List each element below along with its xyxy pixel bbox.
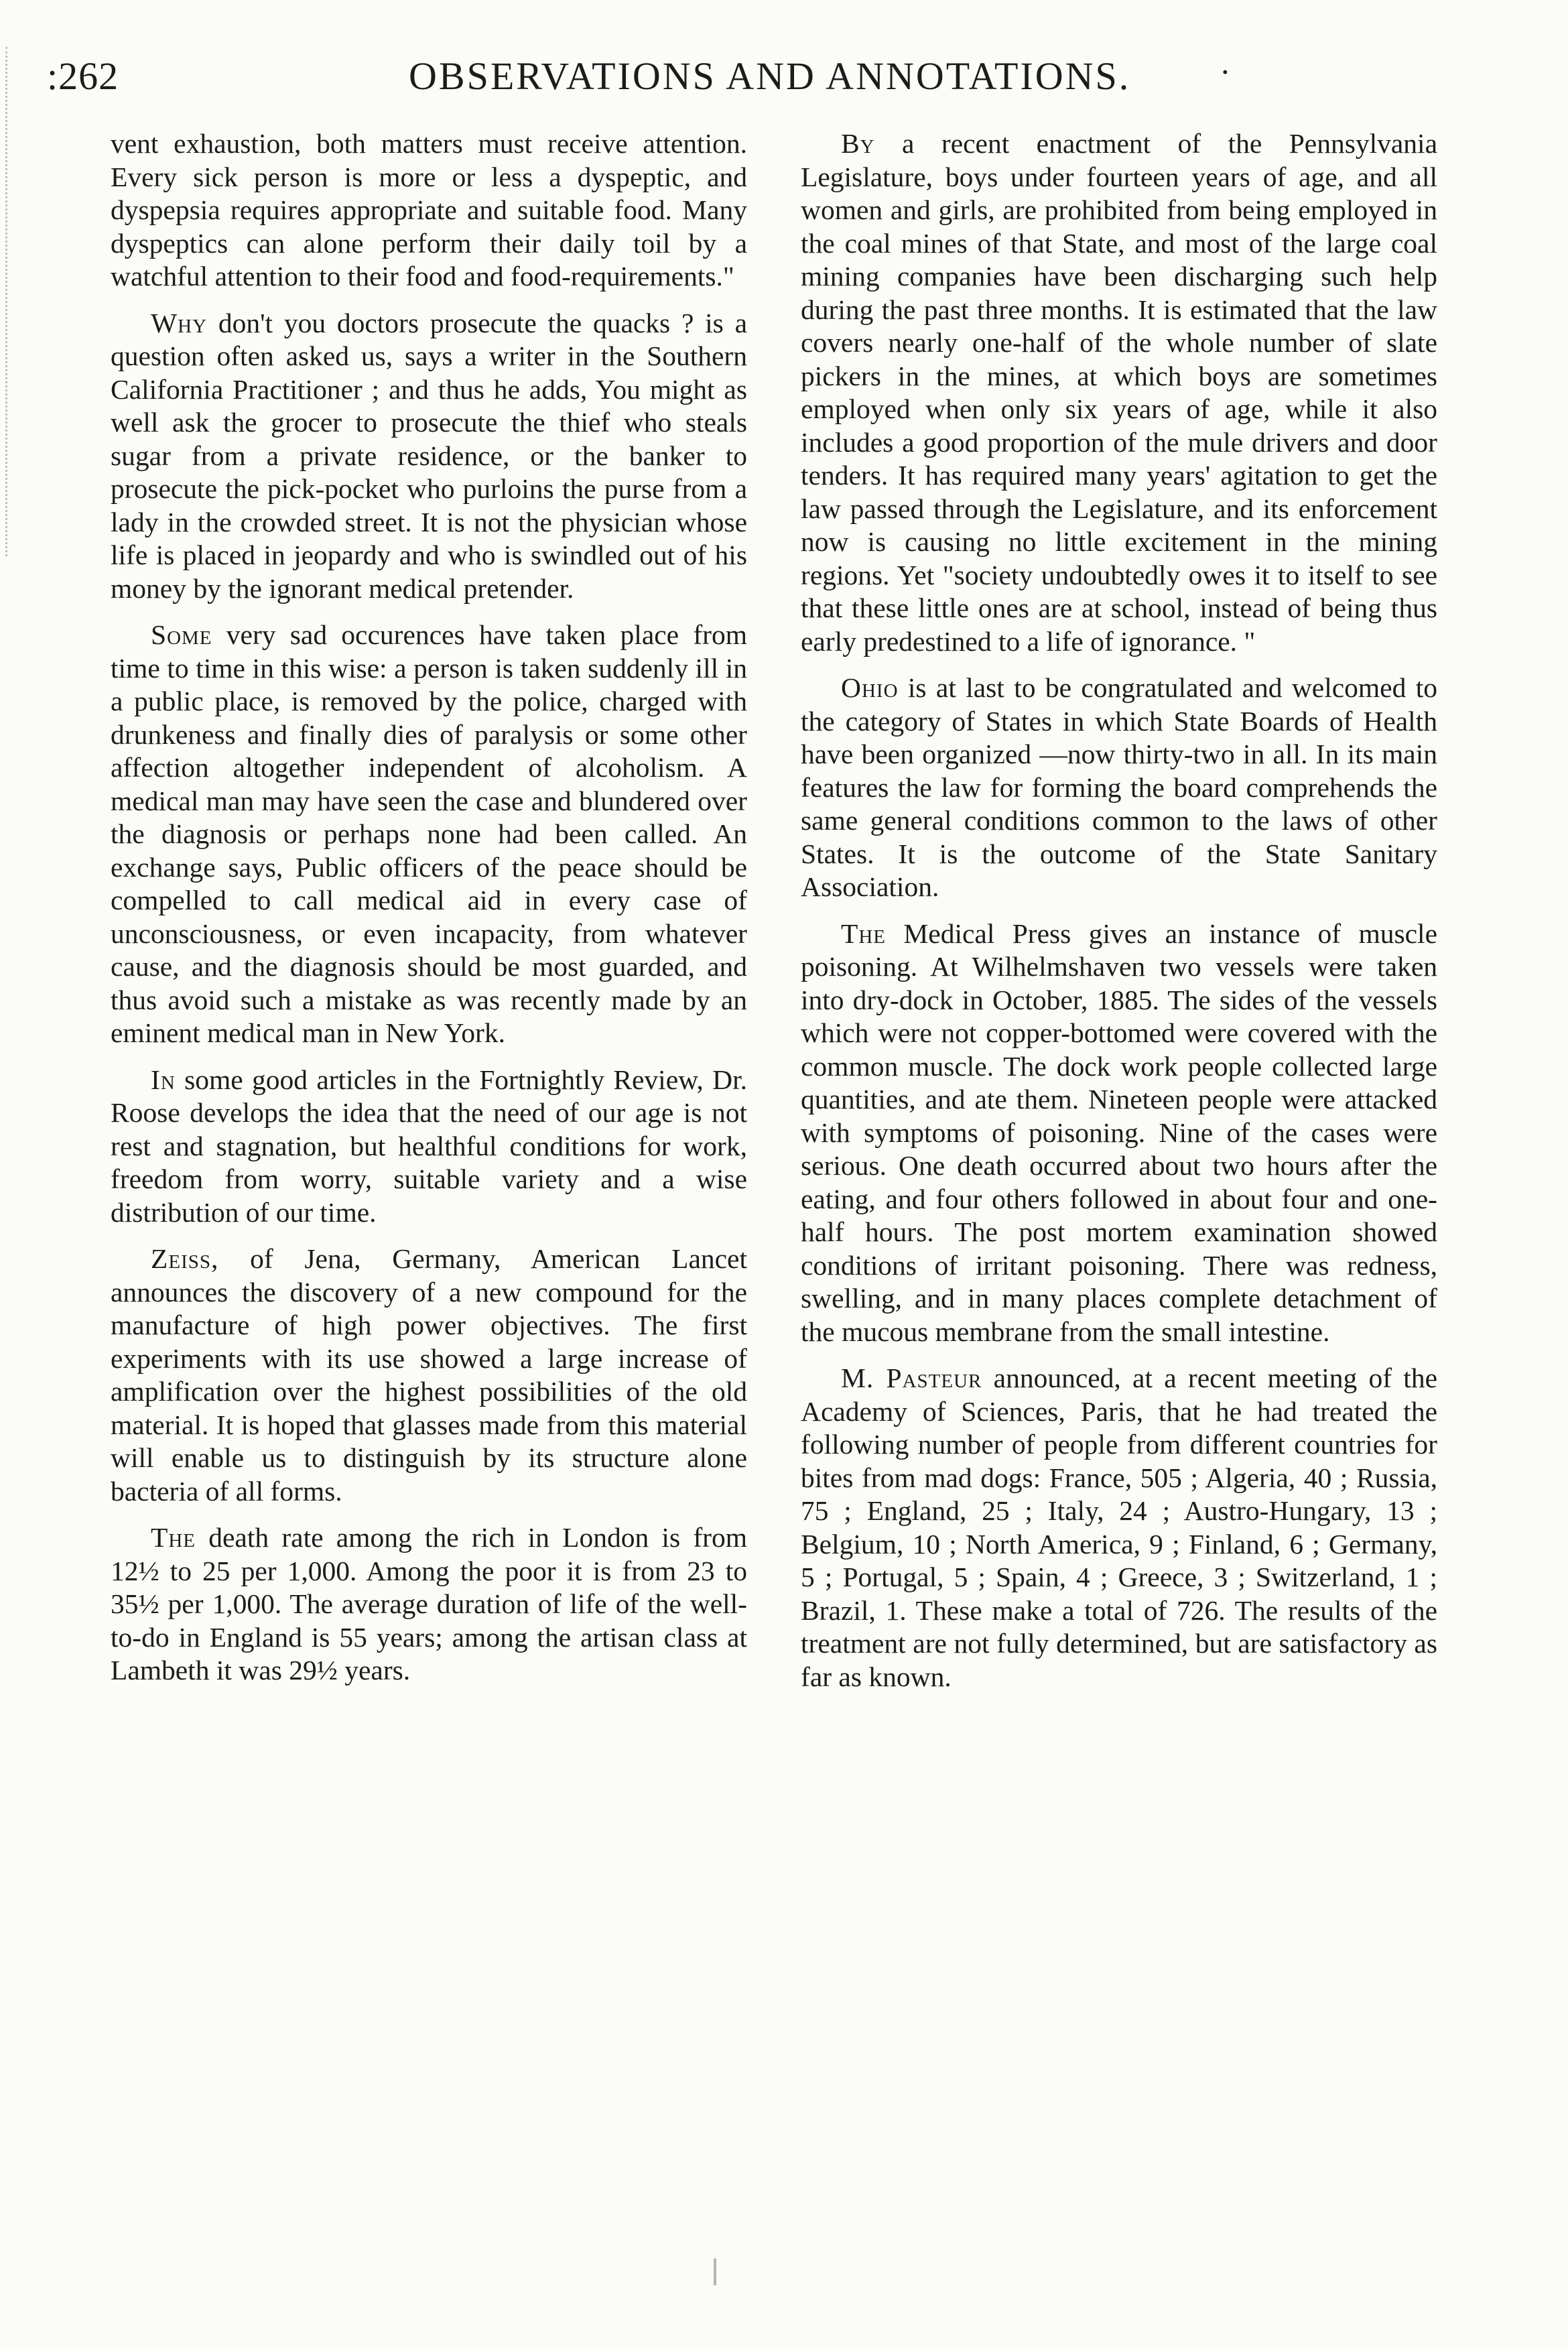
paragraph-text: don't you doctors prosecute the quacks ? is a question often asked us, says a writer in the Southern California Practitioner ; and thus he adds, You might as well ask the grocer to prosecute the thief who steals sugar from a private residence, or the banker to prosecute the pick-pocket who purloins the purse from a lady in the crowded street. It is not the physician whose life is placed in jeopardy and who is swindled out of his money by the ignorant medical pretender. [111, 307, 747, 604]
paragraph-quacks [111, 307, 747, 606]
page-header [47, 42, 1387, 115]
paragraph-text: a recent enactment of the Pennsylvania Legislature, boys under fourteen years of age, and all women and girls, are prohibited from being employed in the coal mines of that State, and most of the large coal mining companies have been discharging such help during the past three months. It is estimated that the law covers nearly one-half of the whole number of slate pickers in the mines, at which boys are sometimes employed when only six years of age, while it also includes a good proportion of the mule drivers and door tenders. It has required many years' agitation to get the law passed through the Legislature, and its enforcement now is causing no little excitement in the mining regions. Yet "society undoubtedly owes it to itself to see that these little ones are at school, instead of being thus early predestined to a life of ignorance. " [801, 128, 1437, 657]
paragraph-lead: Zeiss, [151, 1243, 219, 1274]
paragraph-text: of Jena, Germany, American Lancet announces the discovery of a new compound for the manufacture of high power objectives. The first experiments with its use showed a large increase of amplification over the highest possibilities of the old material. It is hoped that glasses made from this material will enable us to distinguish by its structure alone bacteria of all forms. [111, 1243, 747, 1507]
paragraph-lead: M. Pasteur [841, 1362, 982, 1393]
gutter-mark [714, 2259, 716, 2285]
paragraph-pennsylvania [801, 127, 1437, 658]
paragraph-text: some good articles in the Fortnightly Review, Dr. Roose develops the idea that the need of our age is not rest and stagnation, but healthful conditions for work, freedom from worry, suitable variety and a wise distribution of our time. [111, 1064, 747, 1228]
page-number: :262 [47, 54, 119, 98]
paragraph-lead: In [151, 1064, 176, 1095]
paragraph-lead: Why [151, 307, 208, 338]
paragraph-text: death rate among the rich in London is from 12½ to 25 per 1,000. Among the poor it is from 23 to 35½ per 1,000. The average duration of life of the well-to-do in England is 55 years; among the artisan class at Lambeth it was 29½ years. [111, 1522, 747, 1686]
paragraph-text: is at last to be congratulated and welcomed to the category of States in which State Boards of Health have been organized —now thirty-two in all. In its main features the law for forming the board comprehends the same general conditions common to the laws of other States. It is the outcome of the State Sanitary Association. [801, 672, 1437, 902]
paragraph-text: Medical Press gives an instance of muscle poisoning. At Wilhelmshaven two vessels were taken into dry-dock in October, 1885. The sides of the vessels which were not copper-bottomed were covered with the common muscle. The dock work people collected large quantities, and ate them. Nineteen people were attacked with symptoms of poisoning. Nine of the cases were serious. One death occurred about two hours after the eating, and four others followed in about four and one-half hours. The post mortem examination showed conditions of irritant poisoning. There was redness, swelling, and in many places complete detachment of the mucous membrane from the small intestine. [801, 917, 1437, 1347]
header-ornament: · [1220, 53, 1231, 90]
right-column [801, 127, 1437, 1707]
paragraph-vent-exhaustion [111, 127, 747, 294]
left-column [111, 127, 747, 1701]
paragraph-text: announced, at a recent meeting of the Academy of Sciences, Paris, that he had treated the following number of people from different countries for bites from mad dogs: France, 505 ; Algeria, 40 ; Russia, 75 ; England, 25 ; Italy, 24 ; Austro-Hungary, 13 ; Belgium, 10 ; North America, 9 ; Finland, 6 ; Germany, 5 ; Portugal, 5 ; Spain, 4 ; Greece, 3 ; Switzerland, 1 ; Brazil, 1. These make a total of 726. The results of the treatment are not fully determined, but are satisfactory as far as known. [801, 1362, 1437, 1692]
paragraph-lead: By [841, 128, 875, 159]
paragraph-sad-occurences [111, 619, 747, 1050]
paragraph-lead: Ohio [841, 672, 899, 703]
paragraph-pasteur [801, 1362, 1437, 1694]
paragraph-ohio [801, 672, 1437, 904]
paragraph-death-rate [111, 1521, 747, 1688]
paragraph-lead: The [151, 1522, 196, 1553]
paragraph-lead: Some [151, 619, 212, 650]
paragraph-muscle-poisoning [801, 917, 1437, 1349]
paragraph-text: vent exhaustion, both matters must receive attention. Every sick person is more or less a dyspeptic, and dyspepsia requires appropriate and suitable food. Many dyspeptics can alone perform their daily toil by a watchful attention to their food and food-requirements." [111, 128, 747, 292]
paragraph-zeiss [111, 1243, 747, 1508]
running-head: OBSERVATIONS AND ANNOTATIONS. [409, 54, 1131, 98]
paragraph-text: very sad occurences have taken place from time to time in this wise: a person is taken suddenly ill in a public place, is removed by the police, charged with drunkeness and finally dies of paralysis or some other affection altogether independent of alcoholism. A medical man may have seen the case and blundered over the diagnosis or perhaps none had been called. An exchange says, Public officers of the peace should be compelled to call medical aid in every case of unconsciousness, or even incapacity, from whatever cause, and the diagnosis should be most guarded, and thus avoid such a mistake as was recently made by an eminent medical man in New York. [111, 619, 747, 1048]
paragraph-lead: The [841, 917, 887, 949]
paragraph-fortnightly [111, 1064, 747, 1230]
margin-speckles [5, 47, 27, 556]
